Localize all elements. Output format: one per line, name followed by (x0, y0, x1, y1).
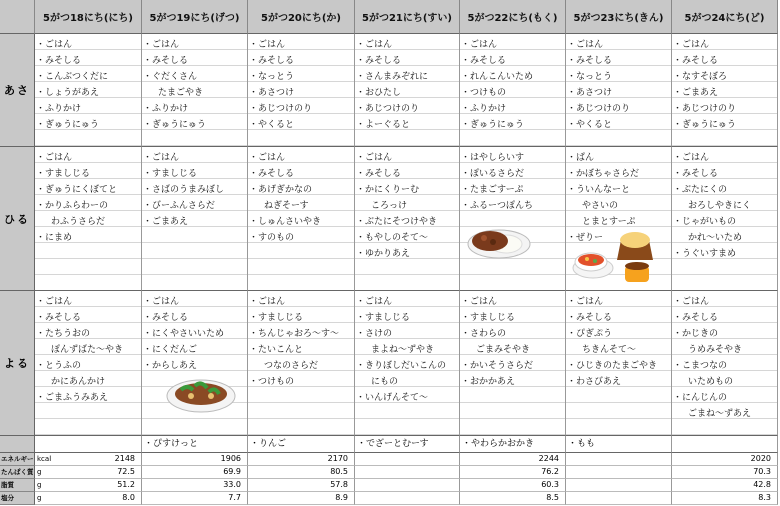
day-header: 5がつ24にち(ど) (672, 0, 778, 34)
menu-item: ・ごはん (673, 40, 710, 50)
menu-cell (672, 291, 778, 436)
menu-item: ・かぼちゃさらだ (567, 169, 640, 179)
menu-item: ・ごはん (356, 40, 393, 50)
menu-item: ・みそしる (673, 313, 719, 323)
menu-item: ・ごはん (143, 153, 180, 163)
menu-item: ・ごはん (143, 297, 180, 307)
menu-item: ・からしあえ (143, 361, 198, 371)
menu-item: つなのさらだ (264, 361, 319, 371)
menu-item: ちきんそて〜 (582, 345, 637, 355)
menu-cell (248, 147, 355, 291)
menu-item: ・ふりかけ (461, 104, 507, 114)
menu-item: ・はやしらいす (461, 153, 525, 163)
menu-item: ・ちんじゃおろ〜す〜 (249, 329, 340, 339)
nutrition-value (566, 466, 672, 479)
menu-item: たまごやき (158, 88, 204, 98)
menu-item: ・にまめ (36, 233, 73, 243)
menu-item: ・あさつけ (567, 88, 613, 98)
nutrition-value (355, 479, 460, 492)
menu-item: ・かいそうさらだ (461, 361, 534, 371)
menu-item: ・ぶたにくの (673, 185, 728, 195)
menu-item: ・さけの (356, 329, 393, 339)
nutrition-value (355, 492, 460, 505)
menu-cell (35, 147, 142, 291)
menu-item: ・つけもの (249, 377, 295, 387)
snack-cell: ・りんご (248, 436, 355, 453)
menu-cell (460, 34, 566, 147)
nutrition-value: 76.2 (460, 466, 566, 479)
menu-item: ・みそしる (249, 56, 295, 66)
nutrition-value (355, 453, 460, 466)
menu-item: ・こんぶつくだに (36, 72, 109, 82)
nutrition-value (355, 466, 460, 479)
menu-item: ・ぎゅうにゅう (673, 120, 736, 130)
nutrition-value (566, 479, 672, 492)
meal-label-dinner: よる (0, 291, 35, 436)
menu-item: ・ごはん (249, 297, 286, 307)
menu-item: ・みそしる (356, 169, 402, 179)
menu-cell (460, 291, 566, 436)
menu-item: ねぎそーす (264, 201, 309, 211)
menu-item: ・あげぎかなの (249, 185, 313, 195)
menu-cell (355, 34, 460, 147)
menu-item: ・ぽいるさらだ (461, 169, 525, 179)
menu-item: ・みそしる (673, 56, 719, 66)
menu-item: ・きりぼしだいこんの (356, 361, 447, 371)
menu-cell (566, 34, 672, 147)
menu-cell (355, 147, 460, 291)
nutrition-value: 57.8 (248, 479, 355, 492)
menu-item: ・にくやさいいため (143, 329, 225, 339)
soup-and-gratin-image (569, 224, 663, 290)
nutrition-value: 8.9 (248, 492, 355, 505)
menu-item: ・みそしる (673, 169, 719, 179)
menu-cell (35, 291, 142, 436)
menu-item: ごまね〜ずあえ (688, 409, 752, 419)
menu-item: ・あじつけのり (356, 104, 420, 114)
menu-item: ・うぐいすまめ (673, 249, 737, 259)
menu-item: ・みそしる (567, 56, 613, 66)
nutrition-value: 1906 (142, 453, 248, 466)
snack-cell (672, 436, 778, 453)
menu-item: ・ふるーつぽんち (461, 201, 534, 211)
menu-item: ぽんずばた〜やき (51, 345, 124, 355)
menu-item: ・つけもの (461, 88, 507, 98)
menu-item: とまとすーぷ (582, 217, 636, 227)
menu-item: ・みそしる (461, 56, 507, 66)
nutrition-unit: kcal (37, 455, 52, 463)
menu-item: まよね〜ずやき (371, 345, 435, 355)
menu-item: ごまみそやき (476, 345, 531, 355)
day-header: 5がつ19にち(げつ) (142, 0, 248, 34)
menu-item: ころっけ (371, 201, 408, 211)
menu-item: ・ごはん (36, 153, 73, 163)
menu-item: ・ぎゅうにゅう (36, 120, 99, 130)
menu-item: ・なっとう (249, 72, 295, 82)
hayashi-rice-image (466, 222, 532, 264)
menu-item: ・ふりかけ (36, 104, 82, 114)
menu-cell (672, 34, 778, 147)
nutrition-value: 70.3 (672, 466, 778, 479)
menu-item: ・なっとう (567, 72, 613, 82)
menu-item: ・ごまあえ (143, 217, 189, 227)
menu-item: ・ゆかりあえ (356, 249, 411, 259)
menu-cell (355, 291, 460, 436)
menu-item: うめみそやき (688, 345, 743, 355)
menu-item: ・ごはん (567, 297, 604, 307)
menu-item: ・みそしる (36, 313, 82, 323)
nutrition-label: たんぱく質 (0, 466, 35, 479)
menu-item: ・あじつけのり (567, 104, 631, 114)
menu-item: ・なすそぼろ (673, 72, 728, 82)
nutrition-value: 42.8 (672, 479, 778, 492)
menu-item: ・ひじきのたまごやき (567, 361, 658, 371)
nutrition-value: 7.7 (142, 492, 248, 505)
snack-cell: ・でざーとむーす (355, 436, 460, 453)
nutrition-label: エネルギー (0, 453, 35, 466)
menu-item: ・ぎゅうにゅう (461, 120, 524, 130)
menu-item: ・いんげんそて〜 (356, 393, 429, 403)
menu-item: ・みそしる (249, 169, 295, 179)
menu-item: ・さばのうまみぼし (143, 185, 225, 195)
menu-item: ・たまごすーぷ (461, 185, 524, 195)
meal-label-lunch: ひる (0, 147, 35, 291)
nutrition-label: 脂質 (0, 479, 35, 492)
snack-cell (35, 436, 142, 453)
nutrition-value: 2170 (248, 453, 355, 466)
menu-item: ・れんこんいため (461, 72, 534, 82)
menu-cell (142, 147, 248, 291)
menu-item: ・ごはん (36, 40, 73, 50)
menu-item: ・ふりかけ (143, 104, 189, 114)
menu-item: ・よーぐると (356, 120, 411, 130)
menu-item: ・ぴぎぷう (567, 329, 613, 339)
menu-item: ・ぱん (567, 153, 595, 163)
meal-label-breakfast: あさ (0, 34, 35, 147)
menu-item: ・あじつけのり (249, 104, 313, 114)
menu-item: ・おかかあえ (461, 377, 516, 387)
menu-cell (248, 34, 355, 147)
nutrition-value: 2148 (35, 453, 142, 466)
menu-item: ・にくだんご (143, 345, 198, 355)
menu-item: ・たいこんと (249, 345, 304, 355)
menu-cell (142, 34, 248, 147)
stir-fry-plate-image (165, 372, 237, 418)
menu-item: ・ごはん (249, 153, 286, 163)
menu-item: ・ぎゅうにくぼてと (36, 185, 118, 195)
menu-item: ・ういんなーと (567, 185, 631, 195)
menu-item: わふうさらだ (51, 217, 106, 227)
nutrition-value: 69.9 (142, 466, 248, 479)
nutrition-value (566, 453, 672, 466)
menu-item: かれ〜いため (688, 233, 743, 243)
menu-item: ・ごはん (143, 40, 180, 50)
menu-item: ・ぐだくさん (143, 72, 198, 82)
menu-cell (460, 147, 566, 291)
menu-item: ・かじきの (673, 329, 719, 339)
nutrition-value (566, 492, 672, 505)
snack-cell: ・ぴすけっと (142, 436, 248, 453)
nutrition-value: 60.3 (460, 479, 566, 492)
nutrition-label: 塩分 (0, 492, 35, 505)
menu-item: ・すましじる (356, 313, 411, 323)
menu-item: ・すましじる (249, 313, 304, 323)
menu-item: ・みそしる (36, 56, 82, 66)
menu-item: ・びーふんさらだ (143, 201, 215, 211)
menu-item: ・ごはん (673, 153, 710, 163)
menu-item: ・かりふらわーの (36, 201, 109, 211)
menu-item: ・にんじんの (673, 393, 728, 403)
menu-item: ・ぎゅうにゅう (143, 120, 206, 130)
menu-item: にもの (371, 377, 399, 387)
menu-item: ・すのもの (249, 233, 295, 243)
menu-cell (566, 291, 672, 436)
menu-cell (248, 291, 355, 436)
menu-item: ・すましじる (143, 169, 198, 179)
menu-item: ・たちうおの (36, 329, 91, 339)
menu-item: ・みそしる (143, 56, 189, 66)
menu-item: ・かにくりーむ (356, 185, 420, 195)
day-header: 5がつ21にち(すい) (355, 0, 460, 34)
day-header: 5がつ22にち(もく) (460, 0, 566, 34)
menu-item: ・しゅんさいやき (249, 217, 322, 227)
nutrition-value: 8.3 (672, 492, 778, 505)
nutrition-value: 8.0 (35, 492, 142, 505)
nutrition-unit: g (37, 481, 42, 489)
menu-item: ・ごはん (249, 40, 286, 50)
menu-item: ・ぶたにそつけやき (356, 217, 438, 227)
nutrition-value: 51.2 (35, 479, 142, 492)
snack-cell: ・やわらかおかき (460, 436, 566, 453)
menu-item: ・やくると (249, 120, 295, 130)
menu-item: ・ごはん (461, 40, 498, 50)
menu-item: ・じゃがいもの (673, 217, 737, 227)
table-corner (0, 0, 35, 34)
menu-item: ・ごはん (461, 297, 498, 307)
menu-item: ・ごまふうみあえ (36, 393, 109, 403)
nutrition-unit: g (37, 468, 42, 476)
menu-item: ・みそしる (143, 313, 189, 323)
nutrition-value: 72.5 (35, 466, 142, 479)
day-header: 5がつ18にち(にち) (35, 0, 142, 34)
menu-item: ・ぜりー (567, 233, 604, 243)
snack-label (0, 436, 35, 453)
nutrition-value: 8.5 (460, 492, 566, 505)
menu-item: ・やくると (567, 120, 613, 130)
nutrition-value: 2244 (460, 453, 566, 466)
menu-item: かにあんかけ (51, 377, 106, 387)
menu-item: いためもの (688, 377, 734, 387)
day-header: 5がつ20にち(か) (248, 0, 355, 34)
menu-item: ・みそしる (567, 313, 613, 323)
menu-item: ・すましじる (461, 313, 516, 323)
menu-item: ・こまつなの (673, 361, 728, 371)
nutrition-value: 80.5 (248, 466, 355, 479)
menu-item: ・ごはん (356, 297, 393, 307)
snack-cell: ・もも (566, 436, 672, 453)
menu-cell (35, 34, 142, 147)
menu-item: ・ごはん (356, 153, 393, 163)
menu-item: ・わさびあえ (567, 377, 622, 387)
menu-cell (672, 147, 778, 291)
menu-item: ・すましじる (36, 169, 91, 179)
menu-item: ・さんまみぞれに (356, 72, 429, 82)
menu-item: ・ごまあえ (673, 88, 719, 98)
menu-item: おろしやきにく (688, 201, 752, 211)
menu-item: ・みそしる (356, 56, 402, 66)
menu-item: やさいの (582, 201, 619, 211)
menu-item: ・ごはん (673, 297, 710, 307)
menu-item: ・ごはん (36, 297, 73, 307)
menu-item: ・おひたし (356, 88, 402, 98)
menu-item: ・しょうがあえ (36, 88, 100, 98)
menu-item: ・ごはん (567, 40, 604, 50)
menu-item: ・あじつけのり (673, 104, 737, 114)
nutrition-value: 2020 (672, 453, 778, 466)
menu-item: ・さわらの (461, 329, 507, 339)
nutrition-value: 33.0 (142, 479, 248, 492)
day-header: 5がつ23にち(きん) (566, 0, 672, 34)
menu-item: ・あさつけ (249, 88, 295, 98)
menu-item: ・もやしのそて〜 (356, 233, 429, 243)
nutrition-unit: g (37, 494, 42, 502)
menu-item: ・とうふの (36, 361, 82, 371)
